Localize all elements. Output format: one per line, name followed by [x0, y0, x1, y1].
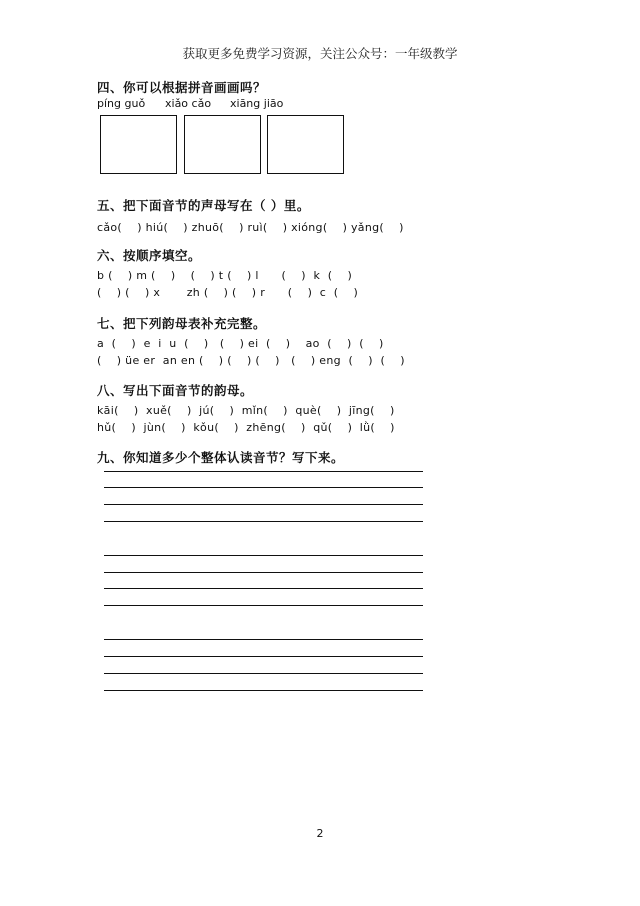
drawing-box[interactable] — [184, 115, 261, 174]
section-4 — [97, 78, 557, 96]
exercise-line: hǔ( ) jùn( ) kǒu( ) zhēng( ) qǔ( ) lǜ( ) — [97, 421, 395, 434]
section-7-title: 七、把下列韵母表补充完整。 — [97, 316, 267, 331]
section-8 — [97, 381, 557, 436]
exercise-line: b ( ) m ( ) ( ) t ( ) l ( ) k ( ) — [97, 269, 353, 282]
section-6 — [97, 246, 557, 301]
drawing-box[interactable] — [100, 115, 177, 174]
writing-line[interactable] — [104, 690, 423, 691]
section-7 — [97, 314, 557, 369]
pinyin-label: xiǎo cǎo — [165, 97, 212, 110]
drawing-box[interactable] — [267, 115, 344, 174]
page-header: 获取更多免费学习资源，关注公众号：一年级教学 — [182, 46, 458, 61]
writing-line[interactable] — [104, 639, 423, 640]
writing-line[interactable] — [104, 588, 423, 589]
writing-line[interactable] — [104, 504, 423, 505]
section-9 — [97, 448, 557, 466]
exercise-line: a ( ) e i u ( ) ( ) ei ( ) ao ( ) ( ) — [97, 337, 384, 350]
writing-line[interactable] — [104, 521, 423, 522]
section-4-title: 四、你可以根据拼音画画吗？ — [97, 80, 267, 95]
pinyin-label: píng guǒ — [97, 97, 146, 110]
pinyin-label: xiāng jiāo — [230, 97, 284, 110]
exercise-line: ( ) ( ) x zh ( ) ( ) r ( ) c ( ) — [97, 286, 359, 299]
exercise-line: cǎo( ) hiú( ) zhuō( ) ruì( ) xióng( ) yǎng( ) — [97, 221, 404, 234]
writing-line[interactable] — [104, 673, 423, 674]
writing-line[interactable] — [104, 555, 423, 556]
section-6-title: 六、按顺序填空。 — [97, 248, 202, 263]
writing-line[interactable] — [104, 572, 423, 573]
writing-line[interactable] — [104, 656, 423, 657]
section-5-title: 五、把下面音节的声母写在（ ）里。 — [97, 198, 310, 213]
exercise-line: ( ) üe er an en ( ) ( ) ( ) ( ) eng ( ) ( ) — [97, 354, 405, 367]
writing-line[interactable] — [104, 487, 423, 488]
writing-line[interactable] — [104, 471, 423, 472]
section-5 — [97, 196, 557, 236]
exercise-line: kāi( ) xuě( ) jú( ) mǐn( ) què( ) jīng( ) — [97, 404, 395, 417]
page-number: 2 — [316, 827, 324, 840]
section-8-title: 八、写出下面音节的韵母。 — [97, 383, 254, 398]
writing-line[interactable] — [104, 605, 423, 606]
section-9-title: 九、你知道多少个整体认读音节？写下来。 — [97, 450, 345, 465]
